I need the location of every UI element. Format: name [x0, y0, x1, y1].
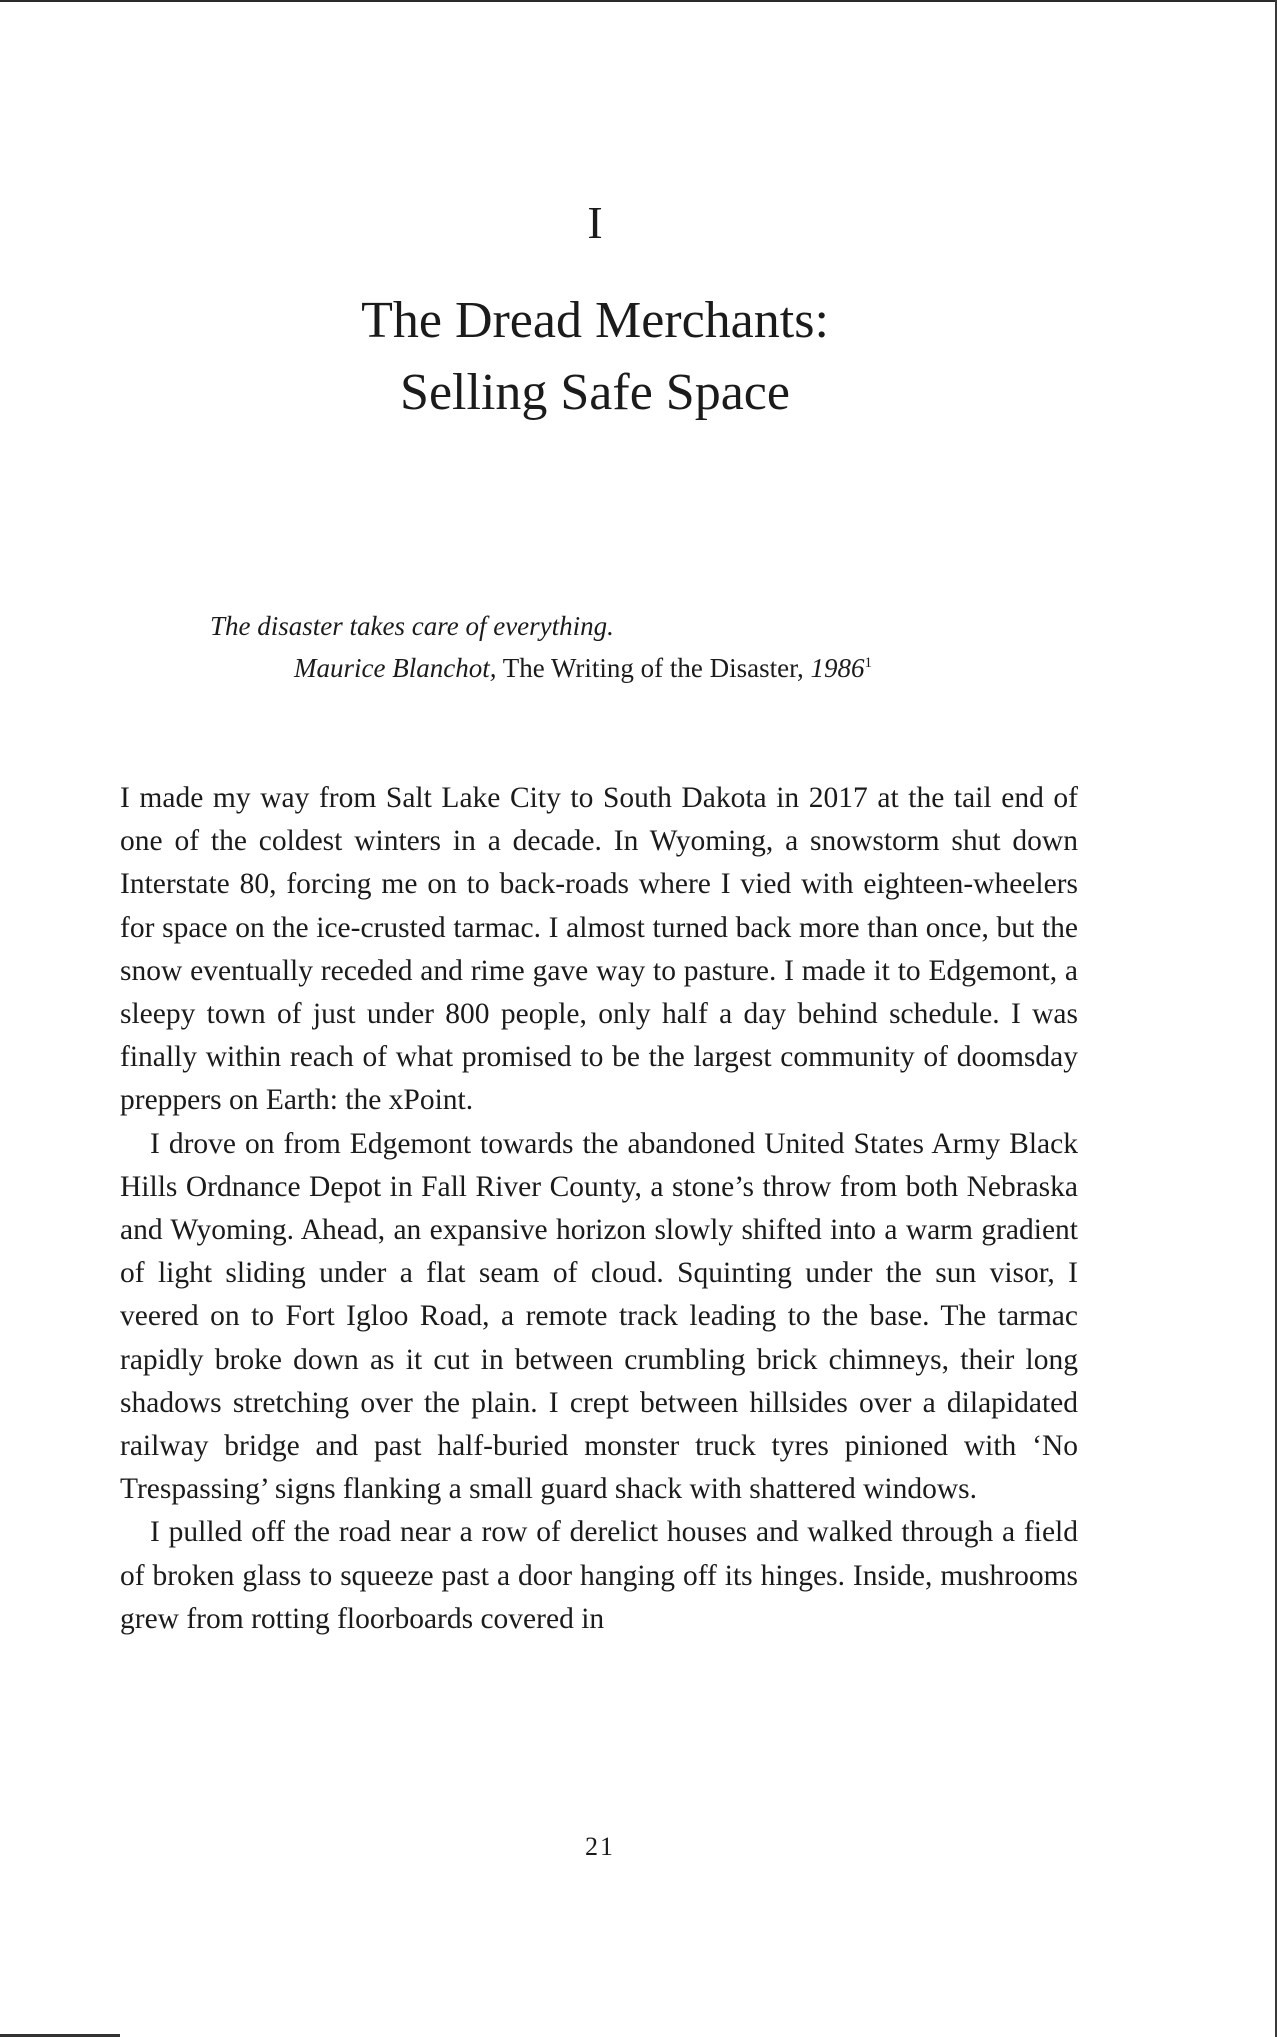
- paragraph-1: I made my way from Salt Lake City to South Dakota in 2017 at the tail end of one of the coldest winters in a decade. In Wyoming, a snowstorm shut down Interstate 80, forcing me on to back-roads where I vied with eighteen-wheelers for space on the ice-crusted tarmac. I almost turned back more than once, but the snow eventually receded and rime gave way to pasture. I made it to Edgemont, a sleepy town of just under 800 people, only half a day behind schedule. I was finally within reach of what promised to be the largest community of doomsday preppers on Earth: the xPoint.: [120, 782, 1078, 1117]
- epigraph-work: The Writing of the Disaster,: [502, 653, 804, 683]
- paragraph-3: I pulled off the road near a row of derelict houses and walked through a field of broken glass to squeeze past a door hanging off its hinges. Inside, mushrooms grew from rotting floorboards covered in: [120, 1516, 1078, 1635]
- chapter-title: [0, 285, 1190, 429]
- page-number: 21: [585, 1832, 615, 1861]
- scan-edge-top: [0, 0, 1277, 2]
- epigraph: [210, 605, 1110, 689]
- body-text: [120, 777, 1078, 1641]
- epigraph-attribution: [294, 647, 1110, 689]
- paragraph-2: I drove on from Edgemont towards the abandoned United States Army Black Hills Ordnance Depot in Fall River County, a stone’s throw from both Nebraska and Wyoming. Ahead, an expansive horizon slowly shifted into a warm gradient of light sliding under a flat seam of cloud. Squinting under the sun visor, I veered on to Fort Igloo Road, a remote track leading to the base. The tarmac rapidly broke down as it cut in between crumbling brick chimneys, their long shadows stretching over the plain. I crept between hillsides over a dilapidated railway bridge and past half-buried monster truck tyres pinioned with ‘No Trespassing’ signs flanking a small guard shack with shattered windows.: [120, 1127, 1078, 1506]
- chapter-title-line-2: Selling Safe Space: [400, 364, 790, 421]
- chapter-number: I: [587, 197, 603, 248]
- footnote-marker[interactable]: 1: [864, 655, 872, 671]
- epigraph-quote: The disaster takes care of everything.: [210, 611, 614, 641]
- epigraph-year: 1986: [810, 653, 865, 683]
- chapter-title-line-1: The Dread Merchants:: [361, 292, 829, 349]
- epigraph-author: Maurice Blanchot,: [294, 653, 497, 683]
